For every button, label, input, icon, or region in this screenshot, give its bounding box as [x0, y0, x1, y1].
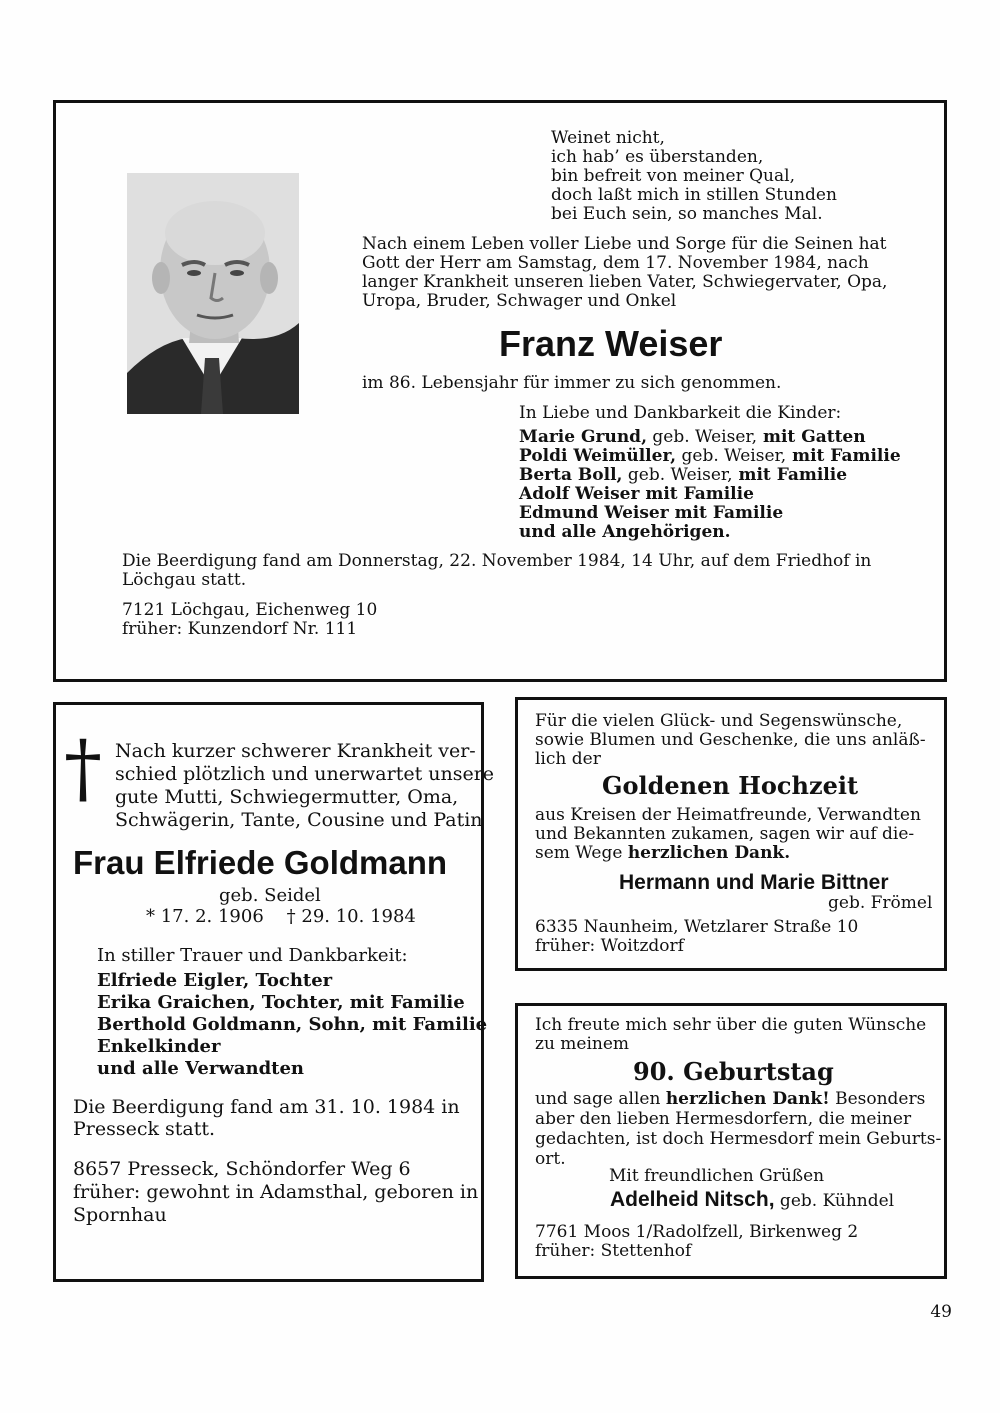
mourner-name: Poldi Weimüller, — [519, 446, 677, 466]
verse-line: bin befreit von meiner Qual, — [551, 166, 795, 186]
body-line — [535, 844, 790, 864]
address-line: 6335 Naunheim, Wetzlarer Straße 10 — [535, 917, 859, 937]
address-line: 7761 Moos 1/Radolfzell, Birkenweg 2 — [535, 1222, 859, 1242]
address-line: Spornhau — [73, 1204, 167, 1226]
intro-line: schied plötzlich und unerwartet unsere — [115, 763, 495, 785]
occasion-title: Goldenen Hochzeit — [602, 771, 859, 800]
life-dates: * 17. 2. 1906 † 29. 10. 1984 — [146, 906, 416, 927]
verse-line: ich hab’ es überstanden, — [551, 147, 764, 167]
body-text: Besonders — [829, 1089, 926, 1109]
mourner-suffix: mit Familie — [786, 446, 901, 466]
mourner: Adolf Weiser mit Familie — [519, 484, 754, 504]
mourner — [519, 428, 866, 448]
address-line: früher: Stettenhof — [535, 1241, 692, 1261]
funeral-line: Presseck statt. — [73, 1118, 216, 1140]
page-number: 49 — [930, 1302, 952, 1322]
mourner: Enkelkinder — [97, 1036, 221, 1057]
mourner-birth-name: geb. Weiser, — [676, 446, 787, 466]
mourner-suffix: mit Familie — [732, 465, 848, 485]
body-line: und Bekannten zukamen, sagen wir auf die- — [535, 824, 915, 844]
intro-line: lich der — [535, 749, 601, 769]
intro-line: Schwägerin, Tante, Cousine und Patin — [115, 809, 483, 831]
intro-line: Nach einem Leben voller Liebe und Sorge für die Seinen hat — [362, 234, 887, 254]
signer-name: Adelheid Nitsch, — [610, 1188, 775, 1211]
mourner-name: Marie Grund, — [519, 427, 647, 447]
body-line: aber den lieben Hermesdorfern, die meiner — [535, 1109, 912, 1129]
address-line: 8657 Presseck, Schöndorfer Weg 6 — [73, 1158, 411, 1180]
body-line — [535, 1090, 925, 1110]
body-line: ort. — [535, 1149, 566, 1169]
verse-line: Weinet nicht, — [551, 128, 665, 148]
mourner: Erika Graichen, Tochter, mit Familie — [97, 992, 465, 1013]
mourner: Elfriede Eigler, Tochter — [97, 970, 333, 991]
mourner-name: Berta Boll, — [519, 465, 623, 485]
birth-name: geb. Frömel — [828, 893, 933, 913]
mourner — [519, 447, 901, 467]
funeral-line: Die Beerdigung fand am 31. 10. 1984 in — [73, 1096, 460, 1118]
body-bold-text: herzlichen Dank. — [627, 843, 791, 863]
mourner: und alle Angehörigen. — [519, 522, 731, 542]
address-line: früher: gewohnt in Adamsthal, geboren in — [73, 1181, 479, 1203]
body-text: und sage allen — [535, 1089, 666, 1109]
body-text: sem Wege — [535, 843, 628, 863]
intro-line: gute Mutti, Schwiegermutter, Oma, — [115, 786, 459, 808]
age-line: im 86. Lebensjahr für immer zu sich genommen. — [362, 373, 782, 393]
intro-line: zu meinem — [535, 1034, 630, 1054]
mourner: Edmund Weiser mit Familie — [519, 503, 784, 523]
thanks-line: In Liebe und Dankbarkeit die Kinder: — [519, 403, 842, 423]
verse-line: bei Euch sein, so manches Mal. — [551, 204, 823, 224]
deceased-name: Franz Weiser — [499, 323, 723, 364]
mourner: Berthold Goldmann, Sohn, mit Familie — [97, 1014, 488, 1035]
intro-line: Uropa, Bruder, Schwager und Onkel — [362, 291, 677, 311]
mourner: und alle Verwandten — [97, 1058, 305, 1079]
occasion-title: 90. Geburtstag — [633, 1057, 834, 1086]
deceased-name: Frau Elfriede Goldmann — [73, 844, 448, 881]
mourner-birth-name: geb. Weiser, — [646, 427, 758, 447]
intro-line: Ich freute mich sehr über die guten Wünsche — [535, 1015, 927, 1035]
funeral-line: Löchgau statt. — [122, 570, 247, 590]
mourner-birth-name: geb. Weiser, — [622, 465, 733, 485]
mourner — [519, 466, 847, 486]
intro-line: sowie Blumen und Geschenke, die uns anläß- — [535, 730, 926, 750]
intro-line: langer Krankheit unseren lieben Vater, Schwiegervater, Opa, — [362, 272, 888, 292]
portrait-photo — [127, 173, 299, 414]
verse-line: doch laßt mich in stillen Stunden — [551, 185, 837, 205]
intro-line: Für die vielen Glück- und Segenswünsche, — [535, 711, 903, 731]
intro-line: Gott der Herr am Samstag, dem 17. November 1984, nach — [362, 253, 869, 273]
cross-icon: † — [64, 723, 102, 812]
body-line: gedachten, ist doch Hermesdorf mein Geburts- — [535, 1129, 942, 1149]
thanks-line: In stiller Trauer und Dankbarkeit: — [97, 945, 408, 966]
address-line: früher: Woitzdorf — [535, 936, 684, 956]
body-line: aus Kreisen der Heimatfreunde, Verwandten — [535, 805, 921, 825]
greeting: Mit freundlichen Grüßen — [609, 1166, 825, 1186]
address-line: früher: Kunzendorf Nr. 111 — [122, 619, 358, 639]
birth-name: geb. Kühndel — [774, 1191, 895, 1211]
address-line: 7121 Löchgau, Eichenweg 10 — [122, 600, 378, 620]
funeral-line: Die Beerdigung fand am Donnerstag, 22. November 1984, 14 Uhr, auf dem Friedhof in — [122, 551, 872, 571]
intro-line: Nach kurzer schwerer Krankheit ver- — [115, 740, 476, 762]
couple-names: Hermann und Marie Bittner — [619, 871, 889, 894]
birth-name: geb. Seidel — [219, 885, 321, 906]
mourner-suffix: mit Gatten — [757, 427, 866, 447]
signature-line — [610, 1190, 894, 1212]
body-bold-text: herzlichen Dank! — [665, 1089, 830, 1109]
